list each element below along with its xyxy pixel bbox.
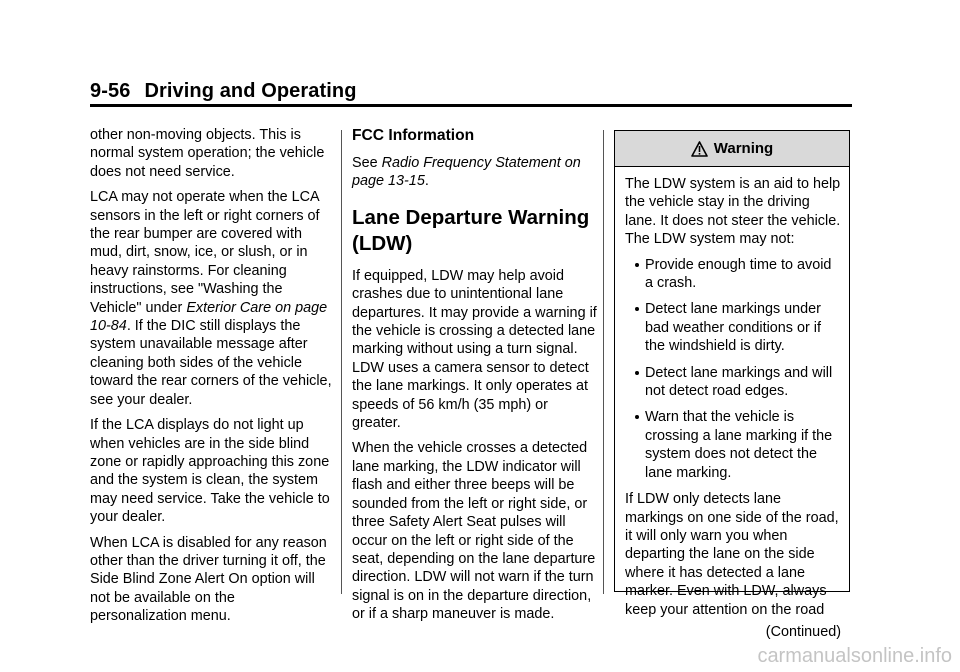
page-header: [90, 80, 357, 103]
paragraph-text: .: [424, 173, 429, 190]
ldw-heading: Lane Departure Warning (LDW): [352, 205, 590, 255]
warning-header: [615, 131, 849, 167]
list-item: Warn that the vehicle is crossing a lane marking if the system does not detect the lane marking.: [625, 408, 841, 482]
header-rule: [90, 104, 852, 107]
fcc-heading: FCC Information: [352, 127, 475, 144]
page-number: 9-56: [90, 80, 131, 102]
paragraph: [352, 154, 597, 191]
warning-bullets: [625, 256, 841, 482]
paragraph: If the LCA displays do not light up when vehicles are in the side blind zone or rapidly approaching this zone and the system is clean, the system may need service. Take the vehicle to your dealer.: [90, 417, 330, 526]
warning-title: Warning: [713, 140, 774, 157]
paragraph: When the vehicle crosses a detected lane marking, the LDW indicator will flash and either three beeps will be sounded from the left or right side, or three Safety Alert Seat pulses will occur on the left or right side of the seat, depending on the lane departure direction. LDW will not warn if the turn signal is on in the departure direction, or if a sharp maneuver is made.: [352, 440, 596, 623]
list-item: Provide enough time to avoid a crash.: [625, 256, 841, 293]
paragraph: When LCA is disabled for any reason other than the driver turning it off, the Side Blind Zone Alert On option will not be available on the personalization menu.: [90, 534, 327, 625]
watermark: carmanualsonline.info: [757, 645, 952, 667]
paragraph: other non-moving objects. This is normal system operation; the vehicle does not need service.: [90, 127, 325, 180]
paragraph-text: LCA may not operate when the LCA sensors in the left or right corners of the rear bumper are covered with mud, dirt, snow, ice, or slush, or in heavy rainstorms. For cleaning instructions, see "Washing the Vehicle" under: [90, 189, 320, 316]
warning-intro: The LDW system is an aid to help the vehicle stay in the driving lane. It does not steer the vehicle. The LDW system may not:: [625, 176, 841, 248]
paragraph: If equipped, LDW may help avoid crashes due to unintentional lane departures. It may provide a warning if the vehicle is crossing a detected lane marking without using a turn signal. LDW uses a camera sensor to detect the lane markings. It only operates at speeds of 56 km/h (35 mph) or greater.: [352, 267, 597, 432]
section-title: Driving and Operating: [144, 80, 357, 102]
paragraph: [90, 188, 335, 409]
paragraph-text: See: [352, 155, 382, 171]
continued-label: (Continued): [765, 623, 841, 640]
column-divider: [341, 130, 342, 594]
list-item: Detect lane markings and will not detect road edges.: [625, 364, 841, 401]
cross-reference-link[interactable]: Radio Frequency Statement on page 13-15: [352, 155, 581, 190]
warning-triangle-icon: [691, 141, 708, 157]
paragraph-text: . If the DIC still displays the system unavailable message after cleaning both sides of the vehicle toward the rear corners of the vehicle, see your dealer.: [90, 318, 332, 408]
column-2: [352, 126, 597, 631]
warning-paragraph: If LDW only detects lane markings on one side of the road, it will only warn you when departing the lane on the side where it has detected a lane marker. Even with LDW, always keep your attention on the road: [625, 491, 839, 618]
column-1: [90, 126, 335, 633]
list-item: Detect lane markings under bad weather conditions or if the windshield is dirty.: [625, 300, 841, 355]
warning-box: [614, 130, 850, 640]
cross-reference-link[interactable]: Exterior Care on page 10-84: [90, 299, 328, 335]
column-divider: [603, 130, 604, 594]
warning-body: [615, 167, 849, 641]
